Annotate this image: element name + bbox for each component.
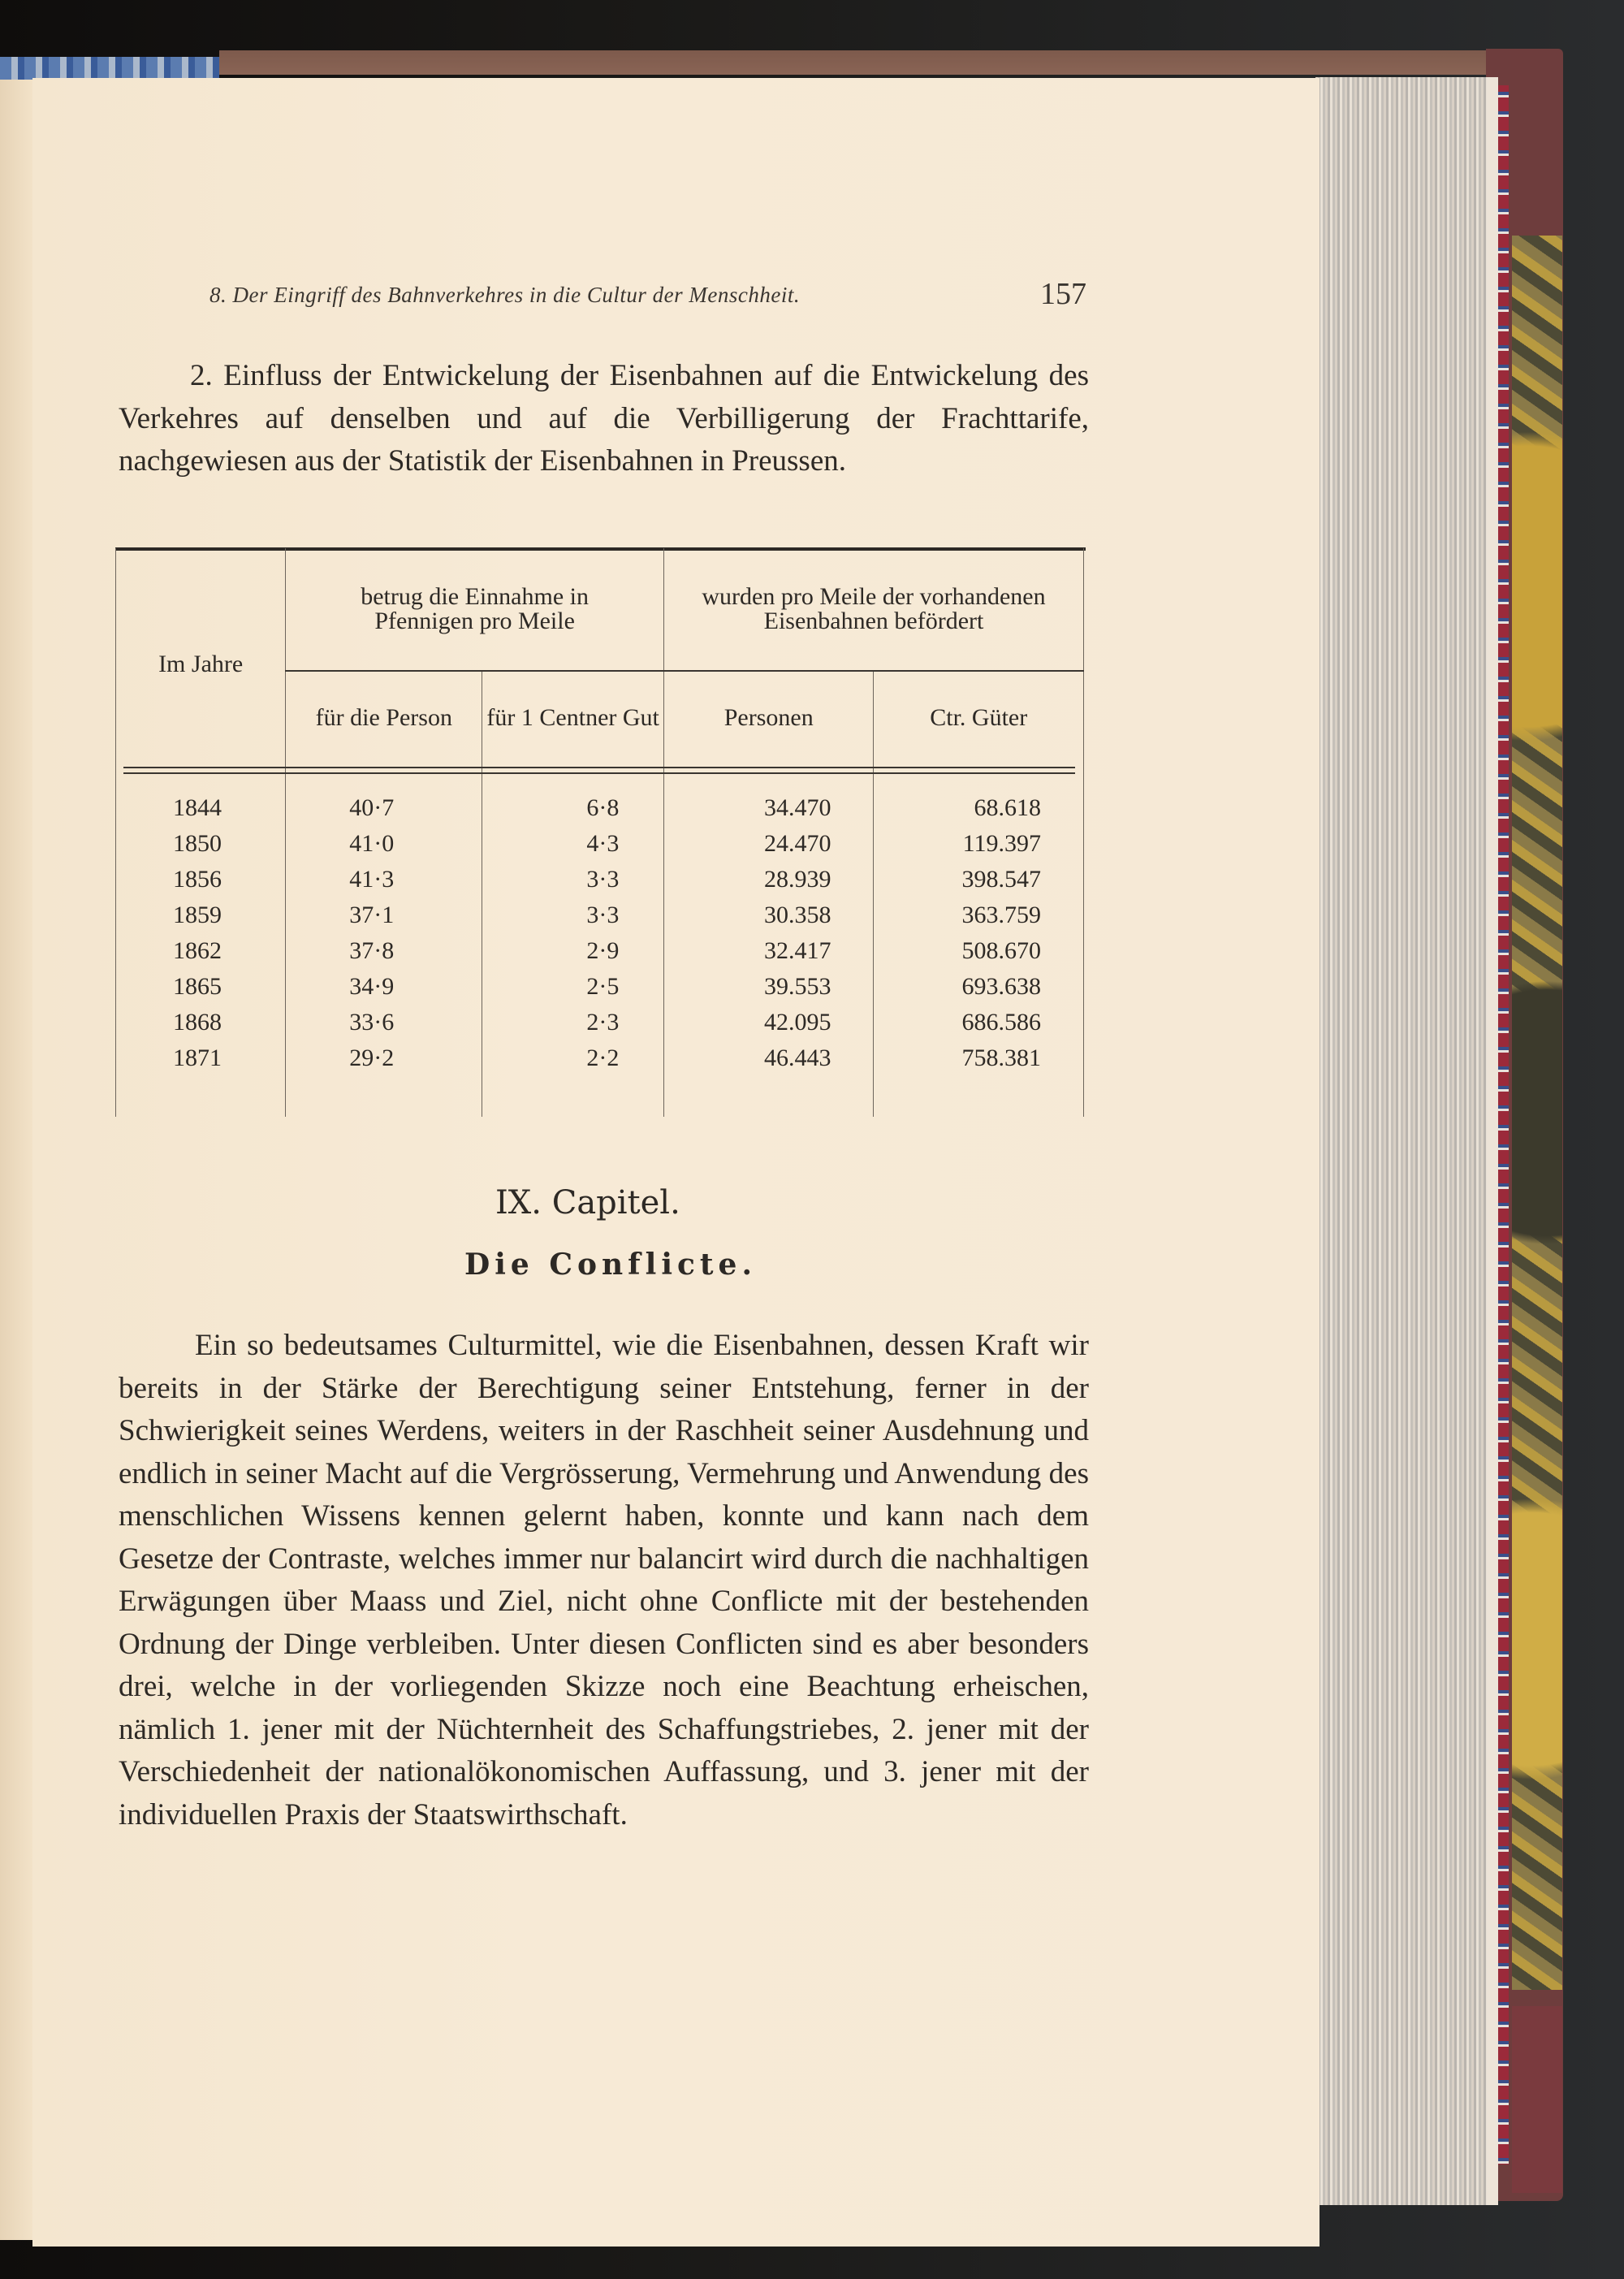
table-row	[116, 826, 1084, 862]
cell-year: 1865	[116, 969, 286, 1005]
cell-per-centner: 2·3	[482, 1005, 664, 1040]
cell-goods: 363.759	[874, 897, 1084, 933]
chapter-title: Die Conflicte.	[464, 1248, 757, 1282]
table-row	[116, 862, 1084, 897]
facing-page-edge	[0, 80, 34, 2240]
page-block-edges	[1315, 77, 1498, 2205]
cell-year: 1844	[116, 790, 286, 826]
cell-per-person: 34·9	[286, 969, 482, 1005]
header-year: Im Jahre	[116, 548, 286, 764]
cell-persons: 24.470	[663, 826, 874, 862]
statistics-table	[115, 548, 1084, 1117]
cell-per-centner: 2·9	[482, 933, 664, 969]
cell-per-person: 29·2	[286, 1040, 482, 1076]
cell-year: 1871	[116, 1040, 286, 1076]
table-end-spacer	[116, 1076, 1084, 1117]
header-revenue-group: betrug die Einnahme in Pfennigen pro Meile	[286, 548, 664, 671]
cell-per-person: 37·1	[286, 897, 482, 933]
table-header-rule	[123, 767, 1075, 774]
running-title: 8. Der Eingriff des Bahnverkehres in die Cultur der Menschheit.	[209, 283, 801, 307]
cell-persons: 32.417	[663, 933, 874, 969]
cell-per-centner: 3·3	[482, 897, 664, 933]
cell-goods: 693.638	[874, 969, 1084, 1005]
cell-per-person: 37·8	[286, 933, 482, 969]
cell-per-centner: 4·3	[482, 826, 664, 862]
table-row	[116, 1040, 1084, 1076]
table-row	[116, 933, 1084, 969]
marbled-cover-paper	[1512, 236, 1562, 1990]
cell-per-centner: 6·8	[482, 790, 664, 826]
table-row	[116, 790, 1084, 826]
cell-persons: 28.939	[663, 862, 874, 897]
cell-persons: 39.553	[663, 969, 874, 1005]
book-cover-corner	[1512, 2006, 1562, 2193]
cell-persons: 30.358	[663, 897, 874, 933]
header-transport-group: wurden pro Meile der vorhandenen Eisenbahnen befördert	[663, 548, 1083, 671]
table-row	[116, 897, 1084, 933]
cell-per-person: 41·3	[286, 862, 482, 897]
cell-per-person: 40·7	[286, 790, 482, 826]
cell-persons: 34.470	[663, 790, 874, 826]
cell-persons: 46.443	[663, 1040, 874, 1076]
cell-year: 1868	[116, 1005, 286, 1040]
cell-per-person: 41·0	[286, 826, 482, 862]
cell-goods: 508.670	[874, 933, 1084, 969]
cell-goods: 398.547	[874, 862, 1084, 897]
cell-year: 1850	[116, 826, 286, 862]
cell-goods: 119.397	[874, 826, 1084, 862]
header-goods: Ctr. Güter	[874, 671, 1084, 764]
cell-year: 1859	[116, 897, 286, 933]
header-persons: Personen	[663, 671, 874, 764]
cell-goods: 686.586	[874, 1005, 1084, 1040]
book-cover-top-edge	[219, 50, 1502, 75]
running-header	[209, 276, 1086, 317]
cell-per-centner: 2·2	[482, 1040, 664, 1076]
cell-year: 1856	[116, 862, 286, 897]
table-row	[116, 969, 1084, 1005]
header-per-person: für die Person	[286, 671, 482, 764]
chapter-paragraph: Ein so bedeutsames Culturmittel, wie die Eisenbahnen, dessen Kraft wir bereits in der Stärke der Berechtigung seiner Entstehung, ferner in der Schwierigkeit seines Werdens, weiters in der Raschheit seiner Ausdehnung und endlich in seiner Macht auf die Vergrösserung, Vermehrung und Anwendung des menschlichen Wissens kennen gelernt haben, konnte und kann nach dem Gesetze der Contraste, welches immer nur balancirt wird durch die nachhaltigen Erwägungen über Maass und Ziel, nicht ohne Conflicte mit der bestehenden Ordnung der Dinge verbleiben. Unter diesen Conflicten sind es aber besonders drei, welche in der vorliegenden Skizze noch eine Beachtung erheischen, nämlich 1. jener mit der Nüchternheit des Schaffungstriebes, 2. jener mit der Verschiedenheit der nationalökonomischen Auffassung, und 3. jener mit der individuellen Praxis der Staatswirthschaft.	[119, 1329, 1089, 1831]
table-row	[116, 1005, 1084, 1040]
cell-per-centner: 2·5	[482, 969, 664, 1005]
cell-persons: 42.095	[663, 1005, 874, 1040]
chapter-number: IX. Capitel.	[495, 1184, 680, 1222]
page-number: 157	[1040, 277, 1086, 311]
cell-goods: 758.381	[874, 1040, 1084, 1076]
section-heading-paragraph: 2. Einfluss der Entwickelung der Eisenbahnen auf die Entwickelung des Verkehres auf denselben und auf die Verbilligerung der Frachttarife, nachgewiesen aus der Statistik der Eisenbahnen in Preussen.	[119, 359, 1089, 478]
cell-goods: 68.618	[874, 790, 1084, 826]
header-per-centner: für 1 Centner Gut	[482, 671, 664, 764]
cell-per-centner: 3·3	[482, 862, 664, 897]
cell-per-person: 33·6	[286, 1005, 482, 1040]
cell-year: 1862	[116, 933, 286, 969]
headband-left	[0, 57, 219, 80]
